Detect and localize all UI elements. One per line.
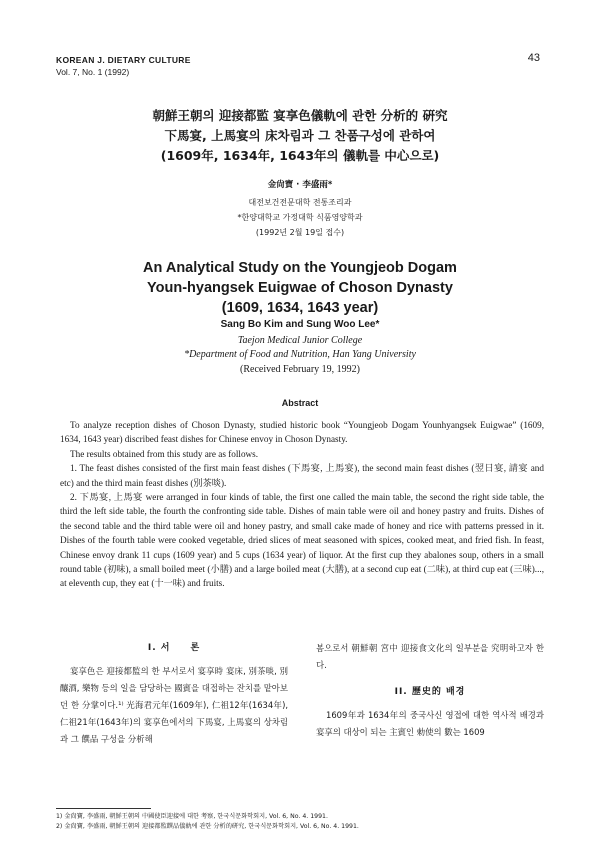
english-affiliation: *Department of Food and Nutrition, Han Yang University [184,349,416,360]
body-paragraph: 봄으로서 朝鮮朝 宮中 迎接食文化의 일부분을 究明하고자 한다. [316,643,544,670]
section-heading-introduction: I. 서 론 [147,643,201,653]
korean-title-line: 下馬宴, 上馬宴의 床차림과 그 찬품구성에 관하여 [164,128,436,143]
korean-authors: 金尙寶 · 李盛雨* [267,180,333,190]
english-title-line: (1609, 1634, 1643 year) [221,300,379,316]
korean-affiliation: *한양대학교 가정대학 식품영양학과 [237,213,363,222]
left-column [60,640,288,748]
abstract-body [60,418,544,591]
korean-received-date: (1992년 2월 19일 접수) [255,228,345,237]
footnote-divider [56,808,151,809]
abstract-paragraph: 2. 下馬宴, 上馬宴 were arranged in four kinds of table, the first one called the main table, the second the right side table, the third the left side table, the fourth the confronting side table. Dishes of main table were oil and honey pastry and fruits. Dishes of the second table and the third table were oil and honey pastry, and small cake made of honey and rice with patterns pressed in it. Dishes of the fourth table were cooked vegetable, dried slices of meat seasoned with spices, cooked meat, and fried fish. In feast, Chinese envoy drank 11 cups (1609 year) and 5 cups (1634 year) of liquor. At the first cup they abalones soup, others in a small round table (初味), a small boiled meet (小膳) and a large boiled meat (大膳), at a second cup eat (二味), at third cup eat (三味)..., at eleventh cup, they eat (十一味) and fruits. [60,492,544,589]
korean-author-block [0,178,600,240]
abstract-paragraph: The results obtained from this study are as follows. [70,448,259,459]
footnote: 1) 金尙寶, 李盛雨, 朝鮮王朝의 中國使臣迎接에 대한 考察, 한국식문화학회지, Vol. 6, No. 4. 1991. [56,813,328,820]
english-title-line: Youn-hyangsek Euigwae of Choson Dynasty [147,280,453,296]
korean-title-line: (1609年, 1634年, 1643年의 儀軌를 中心으로) [160,148,440,163]
abstract-paragraph: To analyze reception dishes of Choson Dynasty, studied historic book “Youngjeob Dogam Younhyangsek Euigwae” (1609, 1634, 1643 year) discribed feast dishes for Chinese envoy in Choson Dynasty. [60,420,544,445]
body-paragraph: 宴享色은 迎接都監의 한 부서로서 宴享時 宴床, 別茶啖, 別釀酒, 樂物 등의 일을 담당하는 國賓을 대접하는 잔치를 맡아보던 한 分掌이다.¹⁾ 光海君元年(1609年), 仁祖12年(1634年), 仁祖21年(1643年)의 宴享色에서의 下馬宴, 上馬宴의 상차림과 그 饌品 구성을 分析해 [60,666,288,744]
korean-title [0,106,600,166]
journal-name: KOREAN J. DIETARY CULTURE [56,55,191,65]
english-author-block [0,318,600,377]
running-header [56,54,191,78]
section-heading-history: II. 歷史的 배경 [394,687,466,697]
korean-affiliation: 대전보건전문대학 전통조리과 [248,198,352,207]
journal-volume: Vol. 7, No. 1 (1992) [56,67,130,77]
english-authors: Sang Bo Kim and Sung Woo Lee* [220,319,380,330]
footnotes [56,812,556,831]
body-paragraph: 1609年과 1634年의 중국사신 영접에 대한 역사적 배경과 宴享의 대상이 되는 主賓인 勅使의 數는 1609 [316,710,544,737]
korean-title-line: 朝鮮王朝의 迎接都監 宴享色儀軌에 관한 分析的 硏究 [152,108,448,123]
abstract-paragraph: 1. The feast dishes consisted of the first main feast dishes (下馬宴, 上馬宴), the second main feast dishes (翌日宴, 請宴 and etc) and the third main feast dishes (別茶啖). [60,463,544,488]
abstract-heading: Abstract [281,398,319,408]
page-number: 43 [527,52,540,64]
english-title [0,258,600,318]
english-received-date: (Received February 19, 1992) [240,363,360,375]
footnote: 2) 金尙寶, 李盛雨, 朝鮮王朝의 迎接都監饌品儀軌에 관한 分析的硏究, 한국식문화학회지, Vol. 6, No. 4. 1991. [56,822,359,830]
right-column [316,640,544,741]
english-affiliation: Taejon Medical Junior College [237,334,363,346]
english-title-line: An Analytical Study on the Youngjeob Dogam [143,260,457,276]
